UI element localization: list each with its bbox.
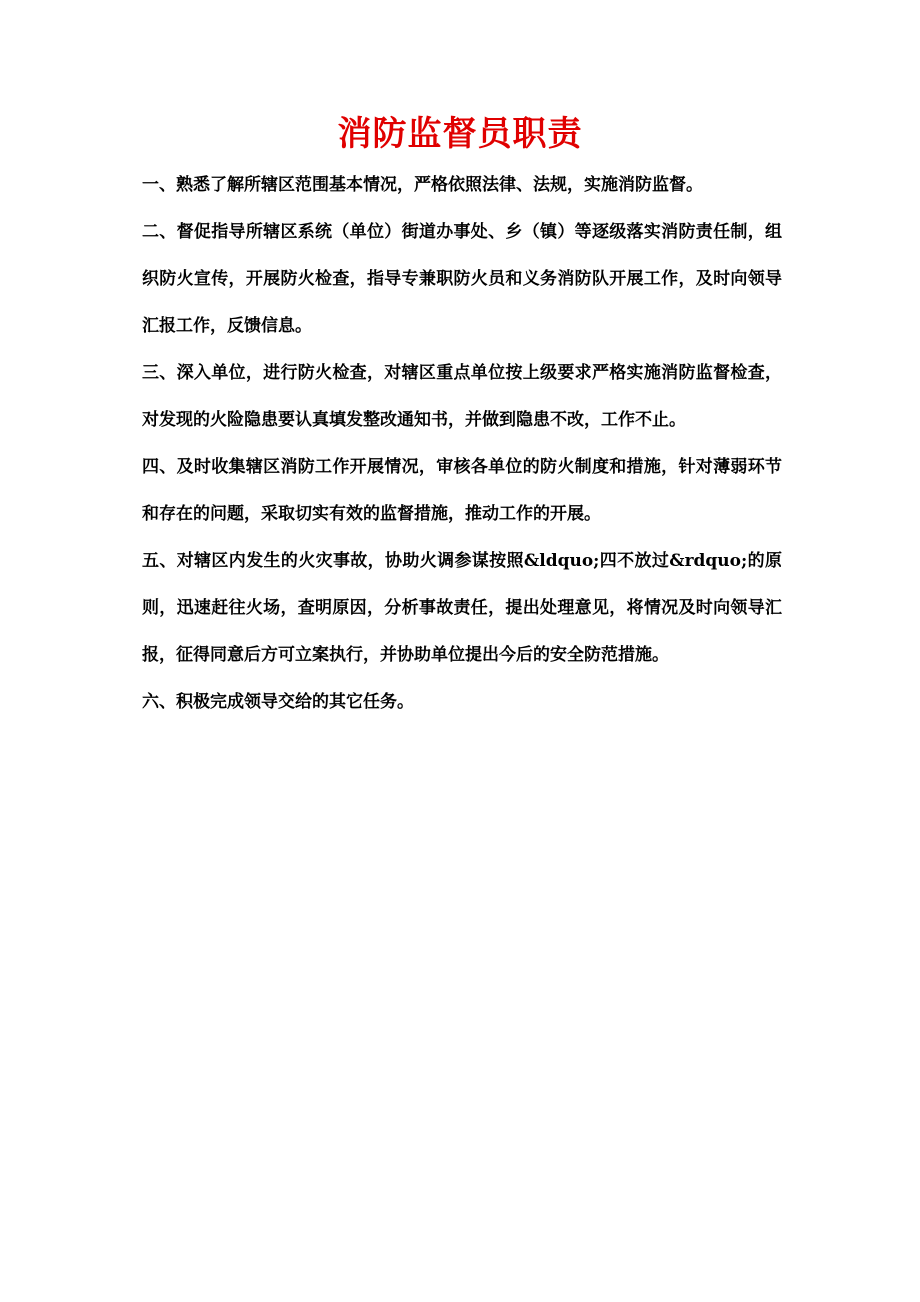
paragraph-1: 一、熟悉了解所辖区范围基本情况，严格依照法律、法规，实施消防监督。 [142,175,703,195]
document-title: 消防监督员职责 [337,114,583,154]
paragraph-5: 五、对辖区内发生的火灾事故，协助火调参谋按照&ldquo;四不放过&rdquo;的原则，迅速赶往火场，查明原因，分析事故责任，提出处理意见，将情况及时向领导汇报，征得同意后方可立案执行，并协助单位提出今后的安全防范措施。 [142,551,782,665]
paragraph-6: 六、积极完成领导交给的其它任务。 [142,692,414,712]
document-body [142,162,782,726]
paragraph-2: 二、督促指导所辖区系统（单位）街道办事处、乡（镇）等逐级落实消防责任制，组织防火宣传，开展防火检查，指导专兼职防火员和义务消防队开展工作，及时向领导汇报工作，反馈信息。 [142,222,782,336]
paragraph-3: 三、深入单位，进行防火检查，对辖区重点单位按上级要求严格实施消防监督检查，对发现的火险隐患要认真填发整改通知书，并做到隐患不改，工作不止。 [142,363,782,430]
paragraph-4: 四、及时收集辖区消防工作开展情况，审核各单位的防火制度和措施，针对薄弱环节和存在的问题，采取切实有效的监督措施，推动工作的开展。 [142,457,782,524]
